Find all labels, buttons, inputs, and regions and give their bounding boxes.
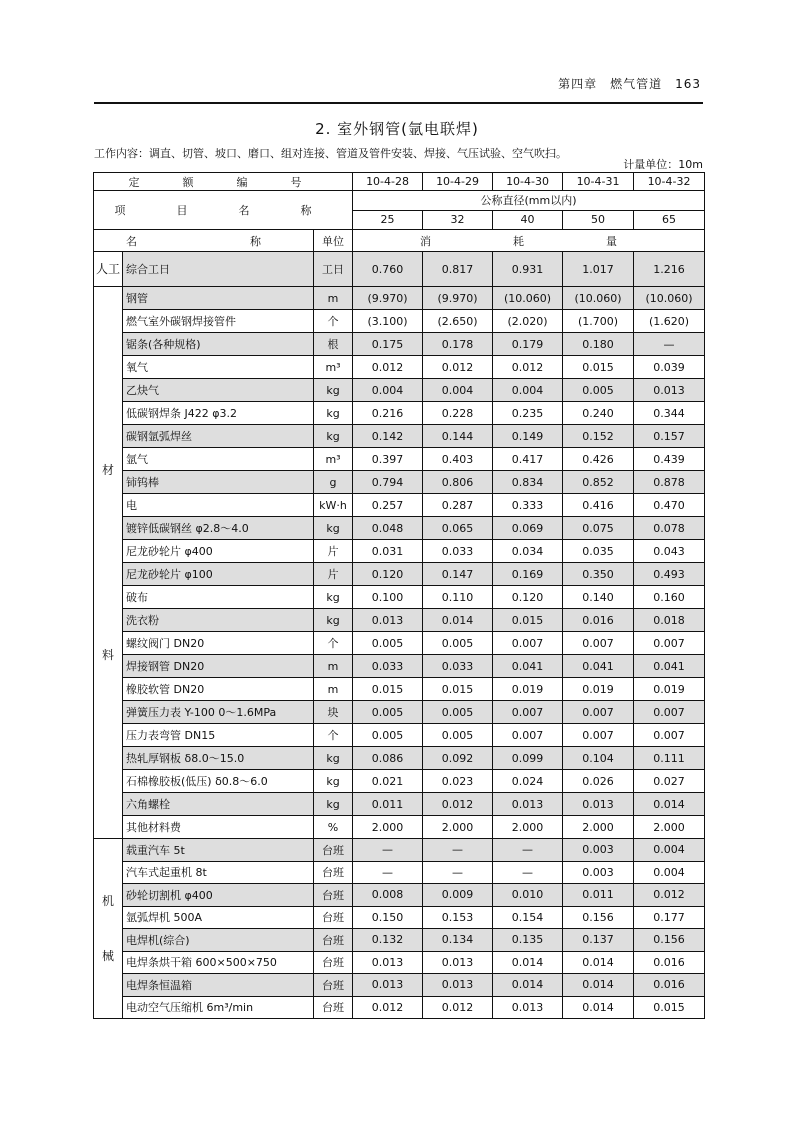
item-name-cell: 铈钨棒 <box>123 471 314 494</box>
value-cell: 0.015 <box>423 678 493 701</box>
value-cell: 0.013 <box>353 974 423 997</box>
machine-category-label: 械 <box>101 948 114 963</box>
value-cell: 0.013 <box>493 793 563 816</box>
value-cell: 0.013 <box>423 974 493 997</box>
value-cell: 0.005 <box>353 632 423 655</box>
unit-cell: m³ <box>314 448 353 471</box>
value-cell: 0.177 <box>634 906 705 929</box>
unit-cell: 个 <box>314 310 353 333</box>
value-cell: 0.005 <box>423 701 493 724</box>
consumption-header: 消 耗 量 <box>353 230 705 252</box>
material-row <box>94 816 705 839</box>
value-cell: 0.007 <box>634 701 705 724</box>
diameter-cell: 25 <box>353 210 423 230</box>
value-cell: 0.021 <box>353 770 423 793</box>
value-cell: 0.287 <box>423 494 493 517</box>
value-cell: 0.035 <box>563 540 634 563</box>
value-cell: 0.426 <box>563 448 634 471</box>
value-cell: (10.060) <box>493 287 563 310</box>
machine-row <box>94 861 705 884</box>
value-cell: 0.004 <box>423 379 493 402</box>
unit-cell: 工日 <box>314 252 353 287</box>
value-cell: 0.043 <box>634 540 705 563</box>
unit-cell: g <box>314 471 353 494</box>
material-row <box>94 287 705 310</box>
labor-category: 人工 <box>94 252 123 287</box>
item-name-cell: 钢管 <box>123 287 314 310</box>
value-cell: 0.012 <box>353 356 423 379</box>
diameter-cell: 32 <box>423 210 493 230</box>
material-row <box>94 701 705 724</box>
unit-cell: kg <box>314 425 353 448</box>
value-cell: 0.144 <box>423 425 493 448</box>
material-row <box>94 494 705 517</box>
item-name-cell: 尼龙砂轮片 φ100 <box>123 563 314 586</box>
diameter-cell: 50 <box>563 210 634 230</box>
value-cell: 0.026 <box>563 770 634 793</box>
value-cell: 0.257 <box>353 494 423 517</box>
unit-cell: kg <box>314 609 353 632</box>
value-cell: (1.700) <box>563 310 634 333</box>
item-name-cell: 橡胶软管 DN20 <box>123 678 314 701</box>
value-cell: — <box>423 839 493 862</box>
value-cell: 0.033 <box>353 655 423 678</box>
value-cell: 0.852 <box>563 471 634 494</box>
value-cell: 0.012 <box>634 884 705 907</box>
unit-cell: kg <box>314 747 353 770</box>
value-cell: 0.878 <box>634 471 705 494</box>
item-name-cell: 电动空气压缩机 6m³/min <box>123 996 314 1019</box>
value-cell: 0.007 <box>563 701 634 724</box>
value-cell: 0.104 <box>563 747 634 770</box>
value-cell: 0.019 <box>634 678 705 701</box>
value-cell: 0.013 <box>563 793 634 816</box>
value-cell: (10.060) <box>634 287 705 310</box>
code-cell: 10-4-28 <box>353 173 423 191</box>
material-row <box>94 402 705 425</box>
value-cell: 0.014 <box>563 974 634 997</box>
value-cell: 0.794 <box>353 471 423 494</box>
item-name-cell: 汽车式起重机 8t <box>123 861 314 884</box>
material-row <box>94 379 705 402</box>
value-cell: 0.086 <box>353 747 423 770</box>
material-category-label: 材 <box>101 462 114 477</box>
unit-cell: m <box>314 678 353 701</box>
value-cell: 0.033 <box>423 655 493 678</box>
value-cell: 0.007 <box>493 632 563 655</box>
item-name-cell: 碳钢氩弧焊丝 <box>123 425 314 448</box>
value-cell: 0.013 <box>493 996 563 1019</box>
value-cell: 0.004 <box>634 839 705 862</box>
unit-cell: 台班 <box>314 861 353 884</box>
value-cell: — <box>353 839 423 862</box>
unit-cell: kg <box>314 402 353 425</box>
material-row <box>94 310 705 333</box>
value-cell: 0.344 <box>634 402 705 425</box>
item-name-label: 项 目 名 称 <box>94 191 353 230</box>
material-row <box>94 425 705 448</box>
value-cell: 0.120 <box>493 586 563 609</box>
item-name-cell: 砂轮切割机 φ400 <box>123 884 314 907</box>
unit-cell: kW·h <box>314 494 353 517</box>
value-cell: 0.111 <box>634 747 705 770</box>
item-name-cell: 其他材料费 <box>123 816 314 839</box>
value-cell: 0.179 <box>493 333 563 356</box>
material-row <box>94 586 705 609</box>
value-cell: 0.147 <box>423 563 493 586</box>
unit-cell: m <box>314 655 353 678</box>
value-cell: 0.078 <box>634 517 705 540</box>
category-spacer <box>96 909 120 949</box>
material-row <box>94 540 705 563</box>
item-name-cell: 石棉橡胶板(低压) δ0.8～6.0 <box>123 770 314 793</box>
value-cell: 0.014 <box>493 951 563 974</box>
value-cell: 0.041 <box>563 655 634 678</box>
value-cell: 2.000 <box>353 816 423 839</box>
material-row <box>94 747 705 770</box>
code-cell: 10-4-29 <box>423 173 493 191</box>
value-cell: 0.154 <box>493 906 563 929</box>
item-name-cell: 电焊条烘干箱 600×500×750 <box>123 951 314 974</box>
value-cell: 0.156 <box>563 906 634 929</box>
value-cell: 0.135 <box>493 929 563 952</box>
value-cell: 0.834 <box>493 471 563 494</box>
value-cell: 0.024 <box>493 770 563 793</box>
value-cell: (2.020) <box>493 310 563 333</box>
value-cell: 0.134 <box>423 929 493 952</box>
item-name-cell: 锯条(各种规格) <box>123 333 314 356</box>
value-cell: 0.350 <box>563 563 634 586</box>
value-cell: (9.970) <box>423 287 493 310</box>
unit-cell: 台班 <box>314 839 353 862</box>
unit-cell: m³ <box>314 356 353 379</box>
item-name-cell: 电 <box>123 494 314 517</box>
unit-cell: 台班 <box>314 996 353 1019</box>
unit-cell: % <box>314 816 353 839</box>
value-cell: 0.023 <box>423 770 493 793</box>
value-cell: 2.000 <box>493 816 563 839</box>
item-name-cell: 载重汽车 5t <box>123 839 314 862</box>
machine-row <box>94 951 705 974</box>
item-name-cell: 焊接钢管 DN20 <box>123 655 314 678</box>
value-cell: 0.015 <box>353 678 423 701</box>
value-cell: 0.005 <box>353 724 423 747</box>
value-cell: 0.178 <box>423 333 493 356</box>
value-cell: 0.235 <box>493 402 563 425</box>
value-cell: 0.003 <box>563 861 634 884</box>
value-cell: 0.031 <box>353 540 423 563</box>
value-cell: 0.817 <box>423 252 493 287</box>
value-cell: 0.027 <box>634 770 705 793</box>
value-cell: 0.014 <box>634 793 705 816</box>
material-row <box>94 724 705 747</box>
value-cell: 0.019 <box>563 678 634 701</box>
value-cell: 0.013 <box>353 951 423 974</box>
value-cell: 0.005 <box>423 632 493 655</box>
unit-cell: 台班 <box>314 929 353 952</box>
value-cell: 0.013 <box>423 951 493 974</box>
item-name-cell: 电焊机(综合) <box>123 929 314 952</box>
value-cell: 0.150 <box>353 906 423 929</box>
value-cell: — <box>634 333 705 356</box>
value-cell: 0.470 <box>634 494 705 517</box>
value-cell: — <box>493 861 563 884</box>
value-cell: (9.970) <box>353 287 423 310</box>
material-row <box>94 356 705 379</box>
value-cell: 0.100 <box>353 586 423 609</box>
value-cell: 0.065 <box>423 517 493 540</box>
value-cell: 0.417 <box>493 448 563 471</box>
value-cell: 0.005 <box>353 701 423 724</box>
value-cell: 0.137 <box>563 929 634 952</box>
section-title: 2. 室外钢管(氩电联焊) <box>315 120 479 138</box>
value-cell: 0.153 <box>423 906 493 929</box>
machine-row <box>94 996 705 1019</box>
machine-row <box>94 929 705 952</box>
value-cell: 0.007 <box>563 724 634 747</box>
value-cell: 0.760 <box>353 252 423 287</box>
unit-cell: kg <box>314 770 353 793</box>
value-cell: 0.012 <box>493 356 563 379</box>
value-cell: 0.015 <box>563 356 634 379</box>
value-cell: (1.620) <box>634 310 705 333</box>
name-column-header: 名 称 <box>94 230 314 252</box>
value-cell: 0.140 <box>563 586 634 609</box>
unit-cell: 根 <box>314 333 353 356</box>
machine-row <box>94 974 705 997</box>
value-cell: 0.092 <box>423 747 493 770</box>
diameter-cell: 65 <box>634 210 705 230</box>
value-cell: 0.011 <box>563 884 634 907</box>
unit-cell: 个 <box>314 632 353 655</box>
value-cell: 0.806 <box>423 471 493 494</box>
unit-cell: 块 <box>314 701 353 724</box>
item-name-cell: 氩弧焊机 500A <box>123 906 314 929</box>
item-name-cell: 六角螺栓 <box>123 793 314 816</box>
value-cell: 0.012 <box>353 996 423 1019</box>
item-name-cell: 热轧厚钢板 δ8.0～15.0 <box>123 747 314 770</box>
item-name-cell: 洗衣粉 <box>123 609 314 632</box>
value-cell: 0.142 <box>353 425 423 448</box>
measure-unit: 计量单位：10m <box>623 158 703 171</box>
value-cell: 0.014 <box>423 609 493 632</box>
value-cell: 0.009 <box>423 884 493 907</box>
value-cell: 0.216 <box>353 402 423 425</box>
value-cell: 0.016 <box>563 609 634 632</box>
value-cell: 0.014 <box>563 996 634 1019</box>
item-name-cell: 乙炔气 <box>123 379 314 402</box>
value-cell: 0.005 <box>423 724 493 747</box>
code-cell: 10-4-30 <box>493 173 563 191</box>
value-cell: 0.010 <box>493 884 563 907</box>
value-cell: 0.180 <box>563 333 634 356</box>
diameter-cell: 40 <box>493 210 563 230</box>
value-cell: 0.160 <box>634 586 705 609</box>
value-cell: 0.015 <box>493 609 563 632</box>
value-cell: 0.493 <box>634 563 705 586</box>
value-cell: 0.019 <box>493 678 563 701</box>
value-cell: 0.403 <box>423 448 493 471</box>
code-row <box>94 173 705 191</box>
material-row <box>94 632 705 655</box>
value-cell: 0.012 <box>423 996 493 1019</box>
value-cell: 0.007 <box>563 632 634 655</box>
value-cell: 0.034 <box>493 540 563 563</box>
unit-cell: 台班 <box>314 906 353 929</box>
unit-cell: 片 <box>314 563 353 586</box>
item-name-cell: 弹簧压力表 Y-100 0～1.6MPa <box>123 701 314 724</box>
code-cell: 10-4-32 <box>634 173 705 191</box>
value-cell: 0.003 <box>563 839 634 862</box>
value-cell: — <box>423 861 493 884</box>
value-cell: (10.060) <box>563 287 634 310</box>
value-cell: 0.014 <box>493 974 563 997</box>
item-name-cell: 螺纹阀门 DN20 <box>123 632 314 655</box>
value-cell: 0.149 <box>493 425 563 448</box>
value-cell: 0.075 <box>563 517 634 540</box>
material-row <box>94 448 705 471</box>
value-cell: 0.439 <box>634 448 705 471</box>
value-cell: 0.048 <box>353 517 423 540</box>
value-cell: 0.110 <box>423 586 493 609</box>
code-cell: 10-4-31 <box>563 173 634 191</box>
value-cell: 0.169 <box>493 563 563 586</box>
unit-cell: 片 <box>314 540 353 563</box>
machine-row <box>94 884 705 907</box>
value-cell: 0.041 <box>493 655 563 678</box>
unit-cell: 台班 <box>314 884 353 907</box>
unit-cell: 个 <box>314 724 353 747</box>
value-cell: 0.416 <box>563 494 634 517</box>
item-name-cell: 压力表弯管 DN15 <box>123 724 314 747</box>
item-name-cell: 尼龙砂轮片 φ400 <box>123 540 314 563</box>
running-head <box>94 72 703 104</box>
item-name-cell: 镀锌低碳钢丝 φ2.8～4.0 <box>123 517 314 540</box>
value-cell: 0.016 <box>634 951 705 974</box>
value-cell: 0.004 <box>353 379 423 402</box>
material-row <box>94 333 705 356</box>
value-cell: 0.016 <box>634 974 705 997</box>
machine-category-label: 机 <box>101 893 114 908</box>
value-cell: (2.650) <box>423 310 493 333</box>
unit-cell: kg <box>314 793 353 816</box>
column-header-row <box>94 230 705 252</box>
value-cell: 0.007 <box>634 632 705 655</box>
value-cell: 0.007 <box>634 724 705 747</box>
material-row <box>94 655 705 678</box>
value-cell: 0.005 <box>563 379 634 402</box>
quota-table-body <box>94 173 705 1019</box>
value-cell: 0.069 <box>493 517 563 540</box>
item-name-cell: 破布 <box>123 586 314 609</box>
item-name-cell: 氧气 <box>123 356 314 379</box>
work-content: 工作内容：调直、切管、坡口、磨口、组对连接、管道及管件安装、焊接、气压试验、空气吹扫。 <box>94 147 567 160</box>
item-name-cell: 氩气 <box>123 448 314 471</box>
unit-cell: 台班 <box>314 951 353 974</box>
material-row <box>94 609 705 632</box>
diameter-label-row <box>94 191 705 211</box>
value-cell: 0.015 <box>634 996 705 1019</box>
machine-category <box>94 839 123 1019</box>
value-cell: 0.012 <box>423 793 493 816</box>
value-cell: 2.000 <box>634 816 705 839</box>
material-category-label: 料 <box>101 647 114 662</box>
unit-cell: 台班 <box>314 974 353 997</box>
diameter-label: 公称直径(mm以内) <box>353 191 705 211</box>
unit-column-header: 单位 <box>314 230 353 252</box>
value-cell: 0.007 <box>493 701 563 724</box>
value-cell: 0.120 <box>353 563 423 586</box>
value-cell: 0.931 <box>493 252 563 287</box>
item-name-cell: 低碳钢焊条 J422 φ3.2 <box>123 402 314 425</box>
material-row <box>94 770 705 793</box>
material-row <box>94 793 705 816</box>
item-name-cell: 综合工日 <box>123 252 314 287</box>
value-cell: — <box>353 861 423 884</box>
value-cell: 0.152 <box>563 425 634 448</box>
value-cell: 0.132 <box>353 929 423 952</box>
value-cell: 0.099 <box>493 747 563 770</box>
value-cell: 0.004 <box>493 379 563 402</box>
value-cell: 0.240 <box>563 402 634 425</box>
value-cell: 0.014 <box>563 951 634 974</box>
material-category <box>94 287 123 839</box>
value-cell: 0.157 <box>634 425 705 448</box>
value-cell: 2.000 <box>563 816 634 839</box>
value-cell: 0.008 <box>353 884 423 907</box>
labor-row <box>94 252 705 287</box>
value-cell: 0.175 <box>353 333 423 356</box>
material-row <box>94 563 705 586</box>
value-cell: 0.011 <box>353 793 423 816</box>
material-row <box>94 471 705 494</box>
item-name-cell: 燃气室外碳钢焊接管件 <box>123 310 314 333</box>
value-cell: — <box>493 839 563 862</box>
value-cell: 0.033 <box>423 540 493 563</box>
value-cell: 0.012 <box>423 356 493 379</box>
value-cell: 1.017 <box>563 252 634 287</box>
material-row <box>94 517 705 540</box>
value-cell: 0.013 <box>353 609 423 632</box>
value-cell: 0.041 <box>634 655 705 678</box>
value-cell: 0.333 <box>493 494 563 517</box>
code-label: 定 额 编 号 <box>94 173 353 191</box>
unit-cell: kg <box>314 517 353 540</box>
unit-cell: kg <box>314 586 353 609</box>
quota-table <box>93 172 705 1019</box>
value-cell: 2.000 <box>423 816 493 839</box>
category-spacer <box>96 478 120 648</box>
value-cell: 0.007 <box>493 724 563 747</box>
value-cell: 0.013 <box>634 379 705 402</box>
value-cell: 0.156 <box>634 929 705 952</box>
value-cell: 0.039 <box>634 356 705 379</box>
machine-row <box>94 839 705 862</box>
value-cell: 1.216 <box>634 252 705 287</box>
value-cell: 0.228 <box>423 402 493 425</box>
value-cell: 0.004 <box>634 861 705 884</box>
chapter-page-label: 第四章 燃气管道 163 <box>558 77 701 91</box>
machine-row <box>94 906 705 929</box>
value-cell: (3.100) <box>353 310 423 333</box>
unit-cell: kg <box>314 379 353 402</box>
material-row <box>94 678 705 701</box>
value-cell: 0.018 <box>634 609 705 632</box>
value-cell: 0.397 <box>353 448 423 471</box>
item-name-cell: 电焊条恒温箱 <box>123 974 314 997</box>
unit-cell: m <box>314 287 353 310</box>
